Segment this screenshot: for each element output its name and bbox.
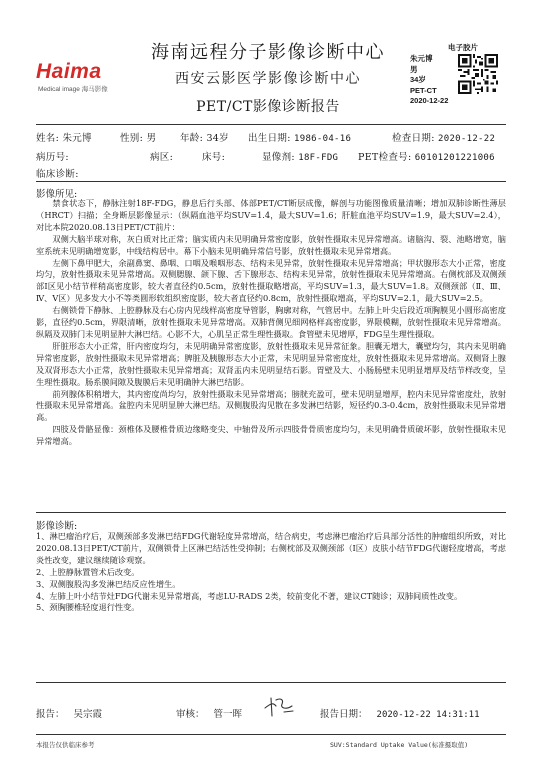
impression-item: 1、淋巴瘤治疗后，双侧颈部多发淋巴结FDG代谢轻度异常增高，结合病史，考虑淋巴瘤治疗后具部分活性的肿瘤组织所致，对比2020.08.13日PET/CT前片，双侧锁骨上区淋巴结活性受抑制；右侧枕部及双侧颈部（Ⅰ区）皮肤小结节FDG代谢轻度增高，考虑炎性改变，建议继续随诊观察。 bbox=[36, 531, 506, 565]
header-divider bbox=[36, 124, 506, 125]
findings-paragraph: 前列腺体积稍增大，其内密度尚均匀，放射性摄取未见异常增高；膀胱充盈可，壁未见明显增厚，腔内未见异常密度灶，放射性摄取未见异常增高。盆腔内未见明显肿大淋巴结。双侧腹股沟见散在多发淋巴结影，短径约0.3-0.4cm，放射性摄取未见异常增高。 bbox=[36, 388, 506, 423]
report-date-row: 报告日期： 2020-12-22 14:31:11 bbox=[320, 709, 480, 720]
impression-item: 5、颈胸腰椎轻度退行性变。 bbox=[36, 602, 140, 613]
findings-divider bbox=[36, 512, 506, 513]
tracer: 18F-FDG bbox=[298, 153, 339, 163]
film-summary bbox=[410, 54, 456, 107]
footer-divider bbox=[36, 734, 506, 735]
findings-paragraph: 四肢及骨骼显像：颈椎体及腰椎骨质边缘略变尖、中轴骨及所示四肢骨骨质密度均匀，未见明确骨质破坏影，放射性摄取未见异常增高。 bbox=[36, 424, 506, 447]
findings-paragraph: 左侧下鼻甲肥大，余副鼻窦、鼻咽、口咽及喉咽形态、结构未见异常，放射性摄取未见异常增高；甲状腺形态大小正常，密度均匀，放射性摄取未见异常增高。双侧腮腺、颌下腺、舌下腺形态、结构未见异常，放射性摄取未见异常增高。右侧枕部及双侧颈部Ⅰ区见小结节样稍高密度影，较大者直径约0.5cm，放射性摄取略增高，平均SUV=1.3，最大SUV=1.8。双侧颈部（Ⅱ、Ⅲ、Ⅳ、Ⅴ区）见多发大小不等类圆形软组织密度影，较大者直径约0.8cm，放射性摄取增高，平均SUV=2.1，最大SUV=2.5。 bbox=[36, 257, 506, 304]
reviewer-name: 管一晖 bbox=[213, 709, 243, 720]
bed-label: 床号: bbox=[202, 152, 226, 163]
electronic-film-label: 电子胶片 bbox=[448, 43, 478, 52]
logo-subtitle: Medical image 海马影像 bbox=[38, 86, 108, 93]
clinical-diagnosis-label: 临床诊断: bbox=[36, 169, 79, 180]
impression-item: 4、左肺上叶小结节灶FDG代谢未见异常增高，考虑LU-RADS 2类，较前变化不著，建议CT随诊；双肺间质性改变。 bbox=[36, 590, 463, 601]
reference-disclaimer: 本报告仅供临床参考 bbox=[36, 741, 95, 749]
patient-age-row: 年龄: 34岁 bbox=[180, 133, 229, 144]
patient-sex: 男 bbox=[146, 133, 157, 144]
patient-name-row: 姓名: 朱元博 bbox=[36, 133, 92, 144]
film-modality: PET-CT bbox=[410, 85, 437, 95]
exam-date: 2020-12-22 bbox=[438, 134, 496, 144]
record-number-label: 病历号: bbox=[36, 152, 69, 163]
center-title-secondary: 西安云影医学影像诊断中心 bbox=[175, 71, 361, 87]
impression-item: 3、双侧腹股沟多发淋巴结反应性增生。 bbox=[36, 578, 181, 589]
suv-footnote: SUV:Standard Uptake Value(标准摄取值) bbox=[330, 741, 469, 749]
patient-dob: 1986-04-16 bbox=[294, 134, 352, 144]
findings-body bbox=[36, 198, 506, 448]
reporter-name: 吴宗霞 bbox=[73, 709, 103, 720]
reporter-row: 报告： 吴宗霞 bbox=[36, 709, 103, 720]
film-date: 2020-12-22 bbox=[410, 96, 449, 105]
findings-paragraph: 肝脏形态大小正常，肝内密度均匀，未见明确异常密度影，放射性摄取未见异常征象。胆囊无增大，囊壁均匀，其内未见明确异常密度影，放射性摄取未见异常增高；脾脏及胰腺形态大小正常，未见明显异常密度灶，放射性摄取未见异常增高。双侧肾上腺及双肾形态大小正常，放射性摄取未见异常增高；双肾盂内未见明显结石影。胃壁及大、小肠肠壁未见明显增厚及结节样改变，呈生理性摄取。肠系膜间隙及腹膜后未见明确肿大淋巴结影。 bbox=[36, 340, 506, 387]
tracer-row: 显像剂: 18F-FDG bbox=[262, 152, 339, 163]
patient-age: 34岁 bbox=[206, 133, 229, 144]
patient-name: 朱元博 bbox=[62, 133, 92, 144]
impression-heading: 影像诊断: bbox=[36, 521, 78, 532]
film-sex: 男 bbox=[410, 64, 418, 74]
patient-dob-row: 出生日期: 1986-04-16 bbox=[248, 133, 352, 144]
ward-label: 病区: bbox=[150, 152, 174, 163]
film-name: 朱元博 bbox=[410, 54, 433, 63]
film-age: 34岁 bbox=[410, 75, 426, 84]
impression-item: 2、上腔静脉置管术后改变。 bbox=[36, 566, 140, 577]
findings-paragraph: 双侧大脑半球对称，灰白质对比正常；脑实质内未见明确异常密度影，放射性摄取未见异常增高。诸脑沟、裂、池略增宽，脑室系统未见明确增宽影，中线结构居中。幕下小脑未见明确异常信号影，放射性摄取未见异常增高。 bbox=[36, 233, 506, 256]
report-title: PET/CT影像诊断报告 bbox=[196, 99, 340, 115]
logo-wordmark: Haima bbox=[36, 60, 102, 83]
impression-divider bbox=[36, 682, 506, 683]
findings-paragraph: 右侧锁骨下静脉、上腔静脉及右心房内见线样高密度导管影，胸廓对称，气管居中。左肺上叶尖后段近项胸膜见小圆形高密度影，直径约0.5cm，界限清晰，放射性摄取未见异常增高。双肺背侧见细网格样高密度影，界限模糊，放射性摄取未见异常增高。纵隔及双肺门未见明显肿大淋巴结。心影不大，心肌呈正常生理性摄取。食管壁未见增厚，FDG呈生理性摄取。 bbox=[36, 305, 506, 339]
pet-number-row: PET检查号: 60101201221006 bbox=[358, 152, 495, 163]
center-title-primary: 海南远程分子影像诊断中心 bbox=[151, 42, 385, 63]
findings-heading: 影像所见: bbox=[36, 189, 78, 200]
pet-number: 60101201221006 bbox=[414, 153, 495, 163]
patient-sex-row: 性别: 男 bbox=[120, 133, 157, 144]
handwritten-signature-icon bbox=[262, 694, 296, 718]
qr-code-icon[interactable] bbox=[458, 54, 498, 94]
haima-logo bbox=[36, 60, 126, 94]
reviewer-row: 审核： 管一晖 bbox=[176, 709, 243, 720]
report-date: 2020-12-22 14:31:11 bbox=[376, 710, 480, 720]
info-divider bbox=[36, 181, 506, 182]
impression-body bbox=[36, 531, 506, 614]
findings-paragraph: 禁食状态下，静脉注射18F-FDG，静息后行头部、体部PET/CT断层成像，解剖与功能图像质量清晰；增加双肺诊断性薄层（HRCT）扫描；全身断层影像显示：（纵隔血池平均SUV=1.4，最大SUV=1.6；肝脏血池平均SUV=1.9，最大SUV=2.4），对比本院2020.08.13日PET/CT前片： bbox=[36, 198, 506, 232]
exam-date-row: 检查日期: 2020-12-22 bbox=[392, 133, 496, 144]
